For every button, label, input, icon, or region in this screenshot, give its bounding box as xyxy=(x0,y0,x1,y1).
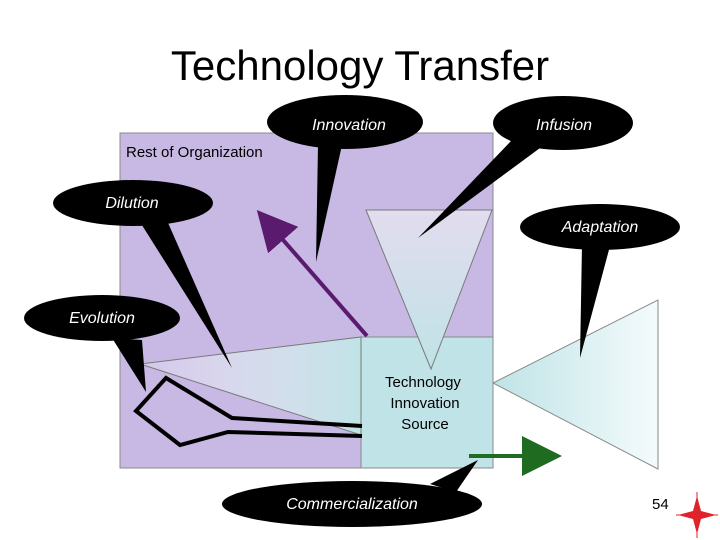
commercialization-callout xyxy=(222,460,482,527)
star-icon xyxy=(676,492,718,538)
organization-label: Rest of Organization xyxy=(126,144,263,161)
commercialization-label: Commercialization xyxy=(286,496,418,513)
source-label-line3: Source xyxy=(401,416,449,433)
innovation-label: Innovation xyxy=(312,117,386,134)
slide-title: Technology Transfer xyxy=(170,42,550,89)
evolution-label: Evolution xyxy=(69,310,135,327)
adaptation-label: Adaptation xyxy=(561,219,639,236)
page-number: 54 xyxy=(652,496,669,513)
source-label-line1: Technology xyxy=(385,374,461,391)
infusion-label: Infusion xyxy=(535,117,593,134)
right-cone xyxy=(493,300,658,469)
dilution-label: Dilution xyxy=(105,195,159,212)
source-label-line2: Innovation xyxy=(390,395,460,412)
